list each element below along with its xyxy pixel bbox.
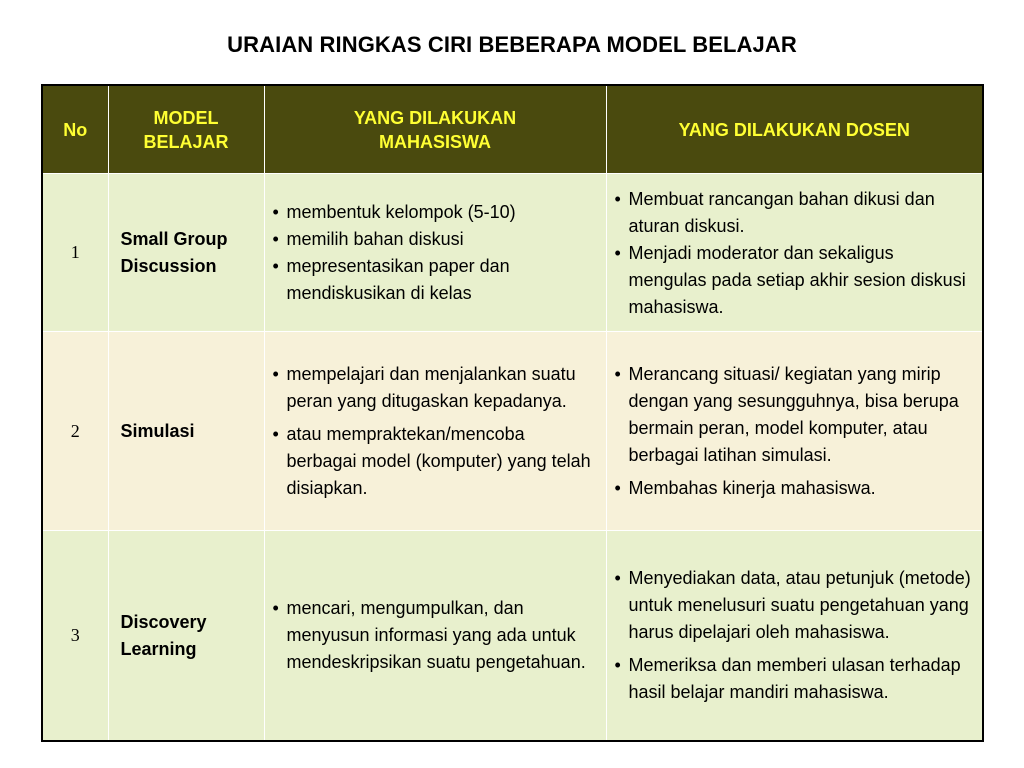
table-row [42, 332, 983, 531]
dosen-list [607, 361, 983, 502]
mahasiswa-cell [264, 531, 606, 742]
list-item: • Membahas kinerja mahasiswa. [615, 475, 977, 502]
list-item: • Memeriksa dan memberi ulasan terhadap hasil belajar mandiri mahasiswa. [615, 652, 977, 706]
header-no [42, 85, 108, 174]
model-name [108, 531, 264, 742]
model-name-line1: Small Group [120, 228, 228, 249]
row-number: 3 [42, 531, 108, 742]
model-name-line1: Discovery [120, 611, 207, 632]
model-name [108, 174, 264, 332]
model-name-line2: Learning [120, 638, 197, 659]
header-mahasiswa-line1: YANG DILAKUKAN [353, 107, 517, 128]
mahasiswa-list [265, 361, 606, 502]
list-item: • Menyediakan data, atau petunjuk (metode) untuk menelusuri suatu pengetahuan yang harus dipelajari oleh mahasiswa. [615, 565, 977, 646]
header-mahasiswa [264, 85, 606, 174]
header-no-label: No [63, 119, 88, 140]
dosen-cell [606, 174, 983, 332]
list-item: • membentuk kelompok (5-10) [273, 199, 600, 226]
table-row [42, 531, 983, 742]
list-item: • mepresentasikan paper dan mendiskusikan di kelas [273, 253, 600, 307]
header-model-belajar [108, 85, 264, 174]
table-row [42, 174, 983, 332]
header-model-line2: BELAJAR [143, 131, 229, 152]
list-item: • atau mempraktekan/mencoba berbagai model (komputer) yang telah disiapkan. [273, 421, 600, 502]
dosen-list [607, 186, 983, 321]
list-item: • Merancang situasi/ kegiatan yang mirip dengan yang sesungguhnya, bisa berupa bermain peran, model komputer, atau berbagai latihan simulasi. [615, 361, 977, 469]
row-number: 1 [42, 174, 108, 332]
dosen-cell [606, 332, 983, 531]
mahasiswa-cell [264, 174, 606, 332]
header-dosen [606, 85, 983, 174]
mahasiswa-cell [264, 332, 606, 531]
model-name [108, 332, 264, 531]
list-item: • mencari, mengumpulkan, dan menyusun informasi yang ada untuk mendeskripsikan suatu pengetahuan. [273, 595, 600, 676]
list-item: • memilih bahan diskusi [273, 226, 600, 253]
slide-title: URAIAN RINGKAS CIRI BEBERAPA MODEL BELAJAR [227, 32, 797, 57]
header-model-line1: MODEL [153, 107, 219, 128]
table-header-row [42, 85, 983, 174]
dosen-list [607, 565, 983, 706]
mahasiswa-list [265, 199, 606, 307]
list-item: • mempelajari dan menjalankan suatu peran yang ditugaskan kepadanya. [273, 361, 600, 415]
model-name-line1: Simulasi [120, 420, 195, 441]
header-mahasiswa-line2: MAHASISWA [379, 131, 491, 152]
header-dosen-label: YANG DILAKUKAN DOSEN [678, 119, 910, 140]
dosen-cell [606, 531, 983, 742]
list-item: • Membuat rancangan bahan dikusi dan aturan diskusi. [615, 186, 977, 240]
mahasiswa-list [265, 595, 606, 676]
model-belajar-table [41, 84, 984, 742]
list-item: • Menjadi moderator dan sekaligus mengulas pada setiap akhir sesion diskusi mahasiswa. [615, 240, 977, 321]
row-number: 2 [42, 332, 108, 531]
model-name-line2: Discussion [120, 255, 217, 276]
